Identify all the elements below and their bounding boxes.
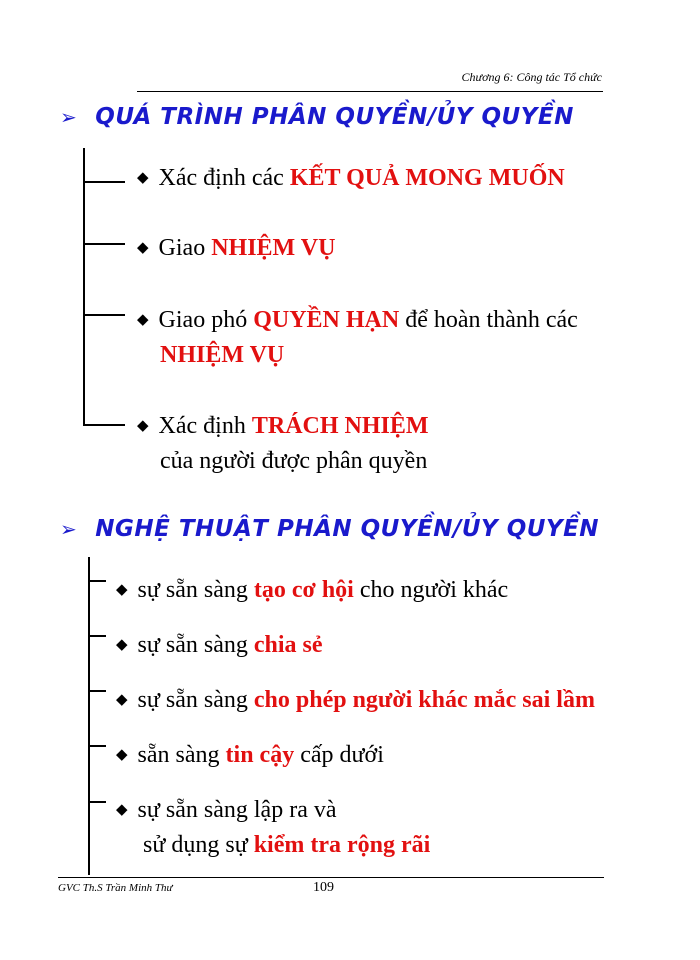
list-item-continuation bbox=[160, 338, 284, 372]
arrow-bullet-icon: ➢ bbox=[60, 105, 78, 129]
list-item bbox=[137, 230, 335, 265]
tree-branch bbox=[88, 580, 106, 582]
tree-trunk-2 bbox=[88, 557, 90, 875]
item-highlight: QUYỀN HẠN bbox=[253, 307, 400, 333]
footer-rule bbox=[58, 877, 604, 878]
item-text: Xác định các bbox=[158, 165, 290, 191]
tree-branch bbox=[88, 745, 106, 747]
item-highlight: tin cậy bbox=[225, 742, 295, 768]
list-item bbox=[116, 737, 384, 772]
item-text: sẵn sàng bbox=[137, 742, 226, 768]
diamond-bullet-icon: ◆ bbox=[137, 238, 149, 256]
item-text: để hoàn thành các bbox=[399, 307, 578, 333]
list-item bbox=[116, 627, 323, 662]
footer-author: GVC Th.S Trần Minh Thư bbox=[58, 882, 173, 894]
diamond-bullet-icon: ◆ bbox=[116, 690, 128, 708]
item-highlight: NHIỆM VỤ bbox=[160, 342, 285, 368]
list-item bbox=[137, 302, 578, 337]
item-text: sự sẵn sàng bbox=[137, 632, 254, 658]
list-item-continuation: của người được phân quyền bbox=[160, 448, 428, 474]
tree-branch bbox=[88, 690, 106, 692]
item-highlight: KẾT QUẢ MONG MUỐN bbox=[289, 165, 565, 191]
diamond-bullet-icon: ◆ bbox=[137, 416, 149, 434]
list-item bbox=[116, 792, 337, 827]
item-text: cho người khác bbox=[353, 577, 509, 603]
tree-branch bbox=[83, 314, 125, 316]
item-text: sử dụng sự bbox=[143, 832, 254, 858]
item-text: sự sẵn sàng lập ra và bbox=[137, 797, 337, 823]
item-highlight: TRÁCH NHIỆM bbox=[251, 413, 429, 439]
arrow-bullet-icon: ➢ bbox=[60, 517, 78, 541]
tree-trunk-1 bbox=[83, 148, 85, 425]
item-text: Xác định bbox=[158, 413, 252, 439]
tree-branch bbox=[83, 181, 125, 183]
tree-branch bbox=[88, 635, 106, 637]
list-item bbox=[137, 160, 565, 195]
page-number: 109 bbox=[313, 880, 334, 895]
list-item-continuation bbox=[143, 828, 430, 862]
item-text: sự sẵn sàng bbox=[137, 577, 254, 603]
item-highlight: cho phép người khác mắc sai lầm bbox=[253, 687, 595, 713]
item-text: sự sẵn sàng bbox=[137, 687, 254, 713]
item-text: cấp dưới bbox=[294, 742, 384, 768]
item-highlight: NHIỆM VỤ bbox=[211, 235, 336, 261]
diamond-bullet-icon: ◆ bbox=[116, 800, 128, 818]
item-highlight: chia sẻ bbox=[253, 632, 323, 658]
tree-branch bbox=[88, 801, 106, 803]
list-item bbox=[137, 408, 429, 443]
tree-branch bbox=[83, 243, 125, 245]
diamond-bullet-icon: ◆ bbox=[116, 635, 128, 653]
item-text: Giao phó bbox=[158, 307, 254, 333]
tree-branch bbox=[83, 424, 125, 426]
item-highlight: kiểm tra rộng rãi bbox=[253, 832, 431, 858]
section-2-title bbox=[60, 516, 599, 542]
diamond-bullet-icon: ◆ bbox=[137, 168, 149, 186]
chapter-header: Chương 6: Công tác Tổ chức bbox=[461, 70, 602, 84]
list-item bbox=[116, 572, 508, 607]
diamond-bullet-icon: ◆ bbox=[116, 745, 128, 763]
section-2-title-text: NGHỆ THUẬT PHÂN QUYỀN/ỦY QUYỀN bbox=[95, 516, 600, 542]
item-text: Giao bbox=[158, 235, 212, 261]
item-highlight: tạo cơ hội bbox=[253, 577, 354, 603]
diamond-bullet-icon: ◆ bbox=[116, 580, 128, 598]
list-item bbox=[116, 682, 595, 717]
section-1-title bbox=[60, 104, 574, 130]
diamond-bullet-icon: ◆ bbox=[137, 310, 149, 328]
section-1-title-text: QUÁ TRÌNH PHÂN QUYỀN/ỦY QUYỀN bbox=[95, 104, 574, 130]
header-rule bbox=[137, 91, 603, 92]
